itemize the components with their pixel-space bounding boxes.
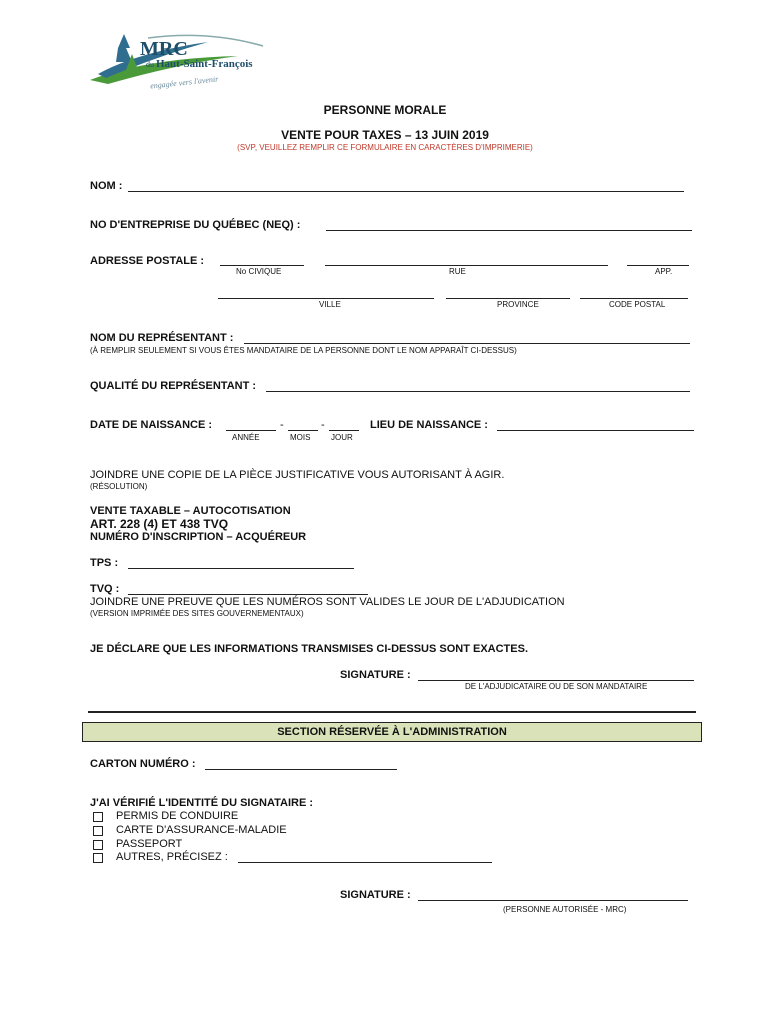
version-text: (VERSION IMPRIMÉE DES SITES GOUVERNEMENTAUX) (90, 609, 304, 618)
admin-signature-note: (PERSONNE AUTORISÉE - MRC) (503, 905, 627, 914)
no-civique-caption: No CIVIQUE (236, 267, 282, 276)
joindre-text: JOINDRE UNE COPIE DE LA PIÈCE JUSTIFICATIVE VOUS AUTORISANT À AGIR. (90, 469, 505, 481)
ville-caption: VILLE (319, 300, 341, 309)
neq-label: NO D'ENTREPRISE DU QUÉBEC (NEQ) : (90, 219, 301, 231)
admin-signature-field[interactable] (418, 900, 688, 901)
mrc-logo (88, 28, 268, 93)
carton-field[interactable] (205, 769, 397, 770)
admin-section-header: SECTION RÉSERVÉE À L'ADMINISTRATION (82, 722, 702, 742)
representant-field[interactable] (244, 343, 690, 344)
app-caption: APP. (655, 267, 673, 276)
date-separator-2: - (321, 419, 325, 431)
permis-checkbox[interactable] (93, 812, 103, 822)
mois-field[interactable] (288, 430, 318, 431)
annee-caption: ANNÉE (232, 433, 260, 442)
app-field[interactable] (627, 265, 689, 266)
rue-caption: RUE (449, 267, 466, 276)
nom-field[interactable] (128, 191, 684, 192)
logo-mrc-text: MRC (140, 38, 188, 60)
carte-checkbox[interactable] (93, 826, 103, 836)
province-field[interactable] (446, 298, 570, 299)
autres-checkbox[interactable] (93, 853, 103, 863)
neq-field[interactable] (326, 230, 692, 231)
autres-field[interactable] (238, 862, 492, 863)
code-postal-field[interactable] (580, 298, 688, 299)
page-subtitle: VENTE POUR TAXES – 13 JUIN 2019 (281, 128, 489, 142)
logo-name-text: Haut-Saint-François (156, 58, 253, 70)
resolution-text: (RÉSOLUTION) (90, 482, 148, 491)
lieu-label: LIEU DE NAISSANCE : (370, 419, 488, 431)
passeport-checkbox[interactable] (93, 840, 103, 850)
signature-note: DE L'ADJUDICATAIRE OU DE SON MANDATAIRE (465, 682, 648, 691)
annee-field[interactable] (226, 430, 276, 431)
passeport-option-label: PASSEPORT (116, 838, 183, 850)
rue-field[interactable] (325, 265, 608, 266)
logo-du-text: du (146, 60, 154, 69)
signature-label: SIGNATURE : (340, 669, 411, 681)
section-divider (88, 711, 696, 713)
tvq-field[interactable] (128, 594, 368, 595)
date-separator-1: - (280, 419, 284, 431)
instruction-text: (SVP, VEUILLEZ REMPLIR CE FORMULAIRE EN CARACTÈRES D'IMPRIMERIE) (237, 143, 533, 152)
code-postal-caption: CODE POSTAL (609, 300, 666, 309)
signature-field[interactable] (418, 680, 694, 681)
jour-field[interactable] (329, 430, 359, 431)
lieu-field[interactable] (497, 430, 694, 431)
jour-caption: JOUR (331, 433, 353, 442)
ville-field[interactable] (218, 298, 434, 299)
tps-label: TPS : (90, 557, 119, 569)
tps-field[interactable] (128, 568, 354, 569)
carton-label: CARTON NUMÉRO : (90, 758, 196, 770)
vente-taxable-heading: VENTE TAXABLE – AUTOCOTISATION (90, 505, 291, 517)
autres-option-label: AUTRES, PRÉCISEZ : (116, 851, 228, 863)
admin-signature-label: SIGNATURE : (340, 889, 411, 901)
declaration-text: JE DÉCLARE QUE LES INFORMATIONS TRANSMISES CI-DESSUS SONT EXACTES. (90, 643, 529, 655)
adresse-label: ADRESSE POSTALE : (90, 255, 205, 267)
tvq-label: TVQ : (90, 583, 120, 595)
province-caption: PROVINCE (497, 300, 539, 309)
representant-note: (À REMPLIR SEULEMENT SI VOUS ÊTES MANDATAIRE DE LA PERSONNE DONT LE NOM APPARAÎT CI-DESSUS) (90, 346, 517, 355)
logo-tagline: engagée vers l'avenir (149, 74, 219, 91)
permis-option-label: PERMIS DE CONDUIRE (116, 810, 239, 822)
qualite-label: QUALITÉ DU REPRÉSENTANT : (90, 380, 257, 392)
naissance-label: DATE DE NAISSANCE : (90, 419, 213, 431)
mois-caption: MOIS (290, 433, 311, 442)
art-heading: ART. 228 (4) ET 438 TVQ (90, 517, 229, 531)
representant-label: NOM DU REPRÉSENTANT : (90, 332, 234, 344)
preuve-text: JOINDRE UNE PREUVE QUE LES NUMÉROS SONT VALIDES LE JOUR DE L'ADJUDICATION (90, 596, 565, 608)
verifie-heading: J'AI VÉRIFIÉ L'IDENTITÉ DU SIGNATAIRE : (90, 797, 314, 809)
no-civique-field[interactable] (220, 265, 304, 266)
qualite-field[interactable] (266, 391, 690, 392)
page-title: PERSONNE MORALE (323, 103, 447, 117)
nom-label: NOM : (90, 180, 123, 192)
numero-inscription-heading: NUMÉRO D'INSCRIPTION – ACQUÉREUR (90, 531, 307, 543)
carte-option-label: CARTE D'ASSURANCE-MALADIE (116, 824, 287, 836)
